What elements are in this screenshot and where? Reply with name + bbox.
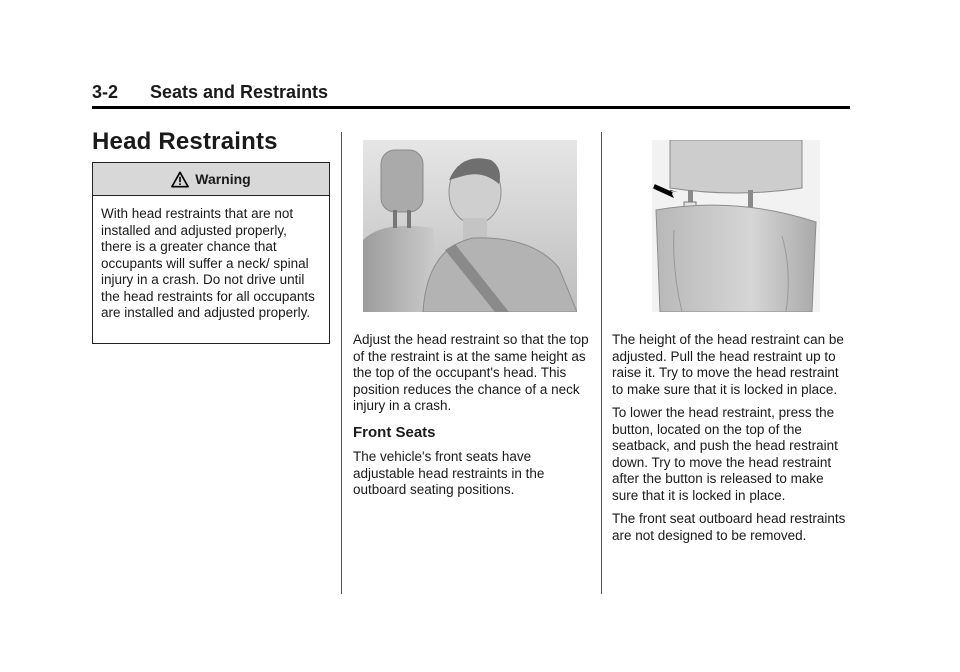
warning-header (93, 163, 329, 196)
occupant-head-restraint-illustration (363, 140, 577, 312)
chapter-title: Seats and Restraints (150, 82, 329, 102)
lower-restraint-paragraph: To lower the head restraint, press the button, located on the top of the seatback, and push the head restraint down. Try to move the head restraint after the button is released to make sure that it is locked in place. (612, 405, 838, 503)
adjust-paragraph: Adjust the head restraint so that the top of the restraint is at the same height as the top of the occupant's head. This position reduces the chance of a neck injury in a crash. (353, 332, 589, 413)
page-header (92, 82, 850, 109)
height-adjust-paragraph: The height of the head restraint can be adjusted. Pull the head restraint up to raise it. Try to move the head restraint to make sure that it is locked in place. (612, 332, 844, 397)
column-2-text (353, 332, 591, 506)
warning-box (92, 162, 330, 344)
page-number: 3-2 (92, 82, 119, 102)
warning-triangle-icon (171, 171, 189, 188)
front-seats-subheading: Front Seats (353, 423, 436, 441)
warning-label: Warning (195, 171, 251, 187)
section-title: Head Restraints (92, 128, 278, 155)
head-restraint-button-illustration (652, 140, 820, 312)
column-divider (601, 132, 602, 594)
front-seats-paragraph: The vehicle's front seats have adjustable head restraints in the outboard seating positions. (353, 449, 545, 497)
not-removable-paragraph: The front seat outboard head restraints are not designed to be removed. (612, 511, 846, 543)
warning-text: With head restraints that are not installed and adjusted properly, there is a greater chance that occupants will suffer a neck/ spinal injury in a crash. Do not drive until the head restraints for all occupants are installed and adjusted properly. (101, 206, 315, 320)
column-divider (341, 132, 342, 594)
column-3-text (612, 332, 852, 551)
